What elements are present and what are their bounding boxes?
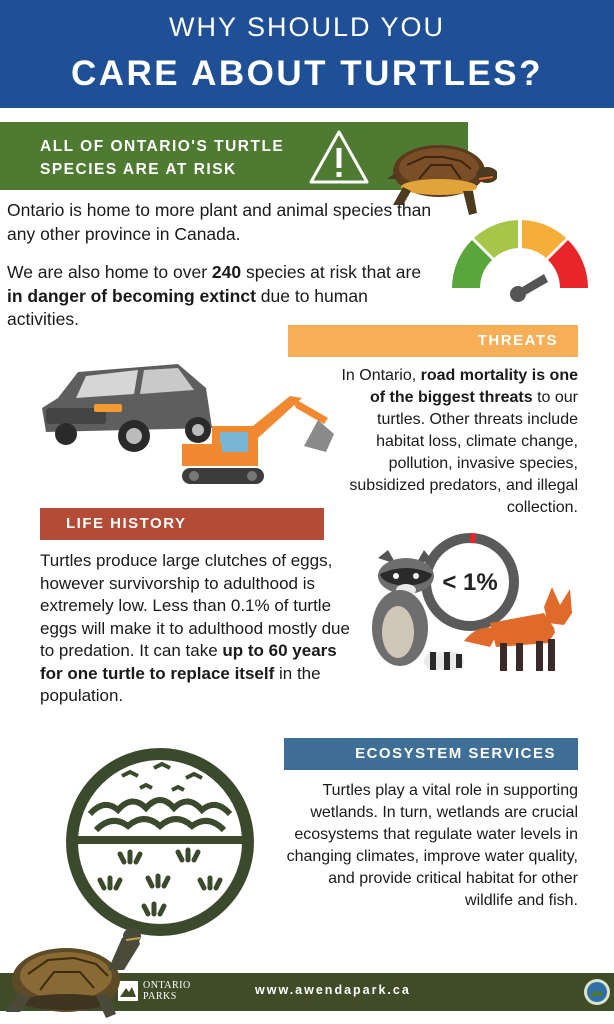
life-history-title: LIFE HISTORY [66, 515, 187, 532]
warning-icon [307, 128, 371, 186]
text-run: in the population. [40, 663, 321, 705]
threats-paragraph [330, 365, 578, 519]
bold-phrase: up to 60 years for one turtle to replace itself [40, 641, 337, 683]
wetland-icon [60, 742, 260, 942]
survival-gauge-label: < 1% [442, 569, 498, 596]
text-run: In Ontario, [341, 367, 421, 384]
raccoon-icon [358, 548, 466, 680]
page-header [0, 0, 614, 108]
life-history-paragraph [40, 550, 360, 708]
life-history-banner [40, 508, 324, 540]
risk-gauge-icon [444, 212, 596, 302]
ecosystem-services-title: ECOSYSTEM SERVICES [355, 745, 556, 762]
bold-count: 240 [211, 262, 242, 282]
ecosystem-paragraph: Turtles play a vital role in supporting wetlands. In turn, wetlands are crucial ecosystems that regulate water levels in changing climates, improve water quality, and provide critical habitat for other wildlife and fish. [286, 782, 578, 909]
text-run: species at risk that are [241, 262, 422, 282]
brand-line-1: ONTARIO [143, 980, 191, 991]
excavator-icon [178, 390, 338, 490]
website-link[interactable]: www.awendapark.ca [255, 983, 411, 997]
at-risk-paragraph-2 [7, 261, 437, 332]
at-risk-title: ALL OF ONTARIO'S TURTLE SPECIES ARE AT RISK [40, 138, 285, 178]
ecosystem-services-banner [284, 738, 578, 770]
brand-line-2: PARKS [143, 991, 177, 1002]
text-run: due to human activities. [7, 285, 368, 329]
turtle-icon [4, 918, 144, 1022]
threats-banner [288, 325, 578, 357]
at-risk-paragraph-1: Ontario is home to more plant and animal species than any other province in Canada. [7, 200, 432, 244]
header-line-2: CARE ABOUT TURTLES? [70, 54, 543, 93]
ontario-parks-wordmark [143, 980, 191, 1002]
text-run: Turtles produce large clutches of eggs, however survivorship to adulthood is extremely low. Less than 0.1% of turtle eggs will make it to adulthood mostly due to predation. It can take [40, 551, 350, 660]
fox-icon [460, 583, 580, 675]
park-badge-icon [582, 976, 612, 1008]
bold-phrase: road mortality is one of the biggest threats [369, 367, 578, 406]
header-line-1: WHY SHOULD YOU [168, 12, 446, 42]
bold-phrase: in danger of becoming extinct [7, 285, 256, 306]
text-run: We are also home to over [7, 262, 212, 282]
threats-title: THREATS [477, 332, 558, 349]
text-run: to our turtles. Other threats include habitat loss, climate change, pollution, invasive species, subsidized predators, and illegal collection. [349, 389, 578, 516]
